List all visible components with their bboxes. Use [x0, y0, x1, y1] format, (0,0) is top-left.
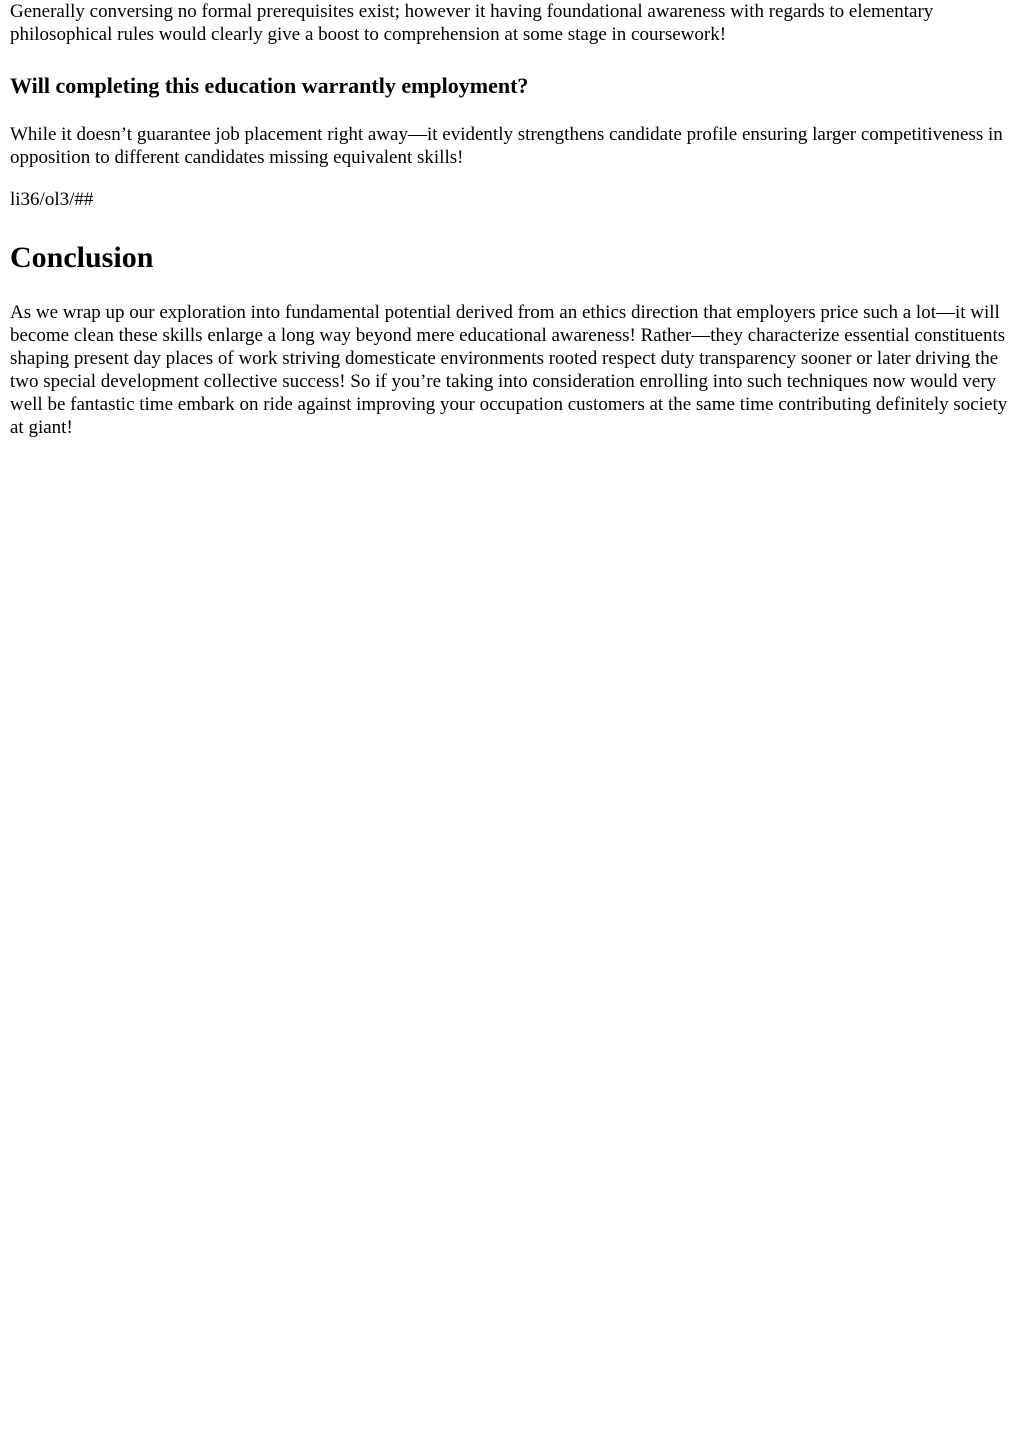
- faq-heading: Will completing this education warrantly employment?: [10, 73, 529, 98]
- marker-text: li36/ol3/##: [10, 189, 94, 210]
- intro-paragraph: Generally conversing no formal prerequisites exist; however it having foundational awareness with regards to elementary philosophical rules would clearly give a boost to comprehension at some stage in coursework!: [10, 1, 934, 45]
- faq-answer-paragraph: While it doesn’t guarantee job placement right away—it evidently strengthens candidate profile ensuring larger competitiveness in opposition to different candidates missing equivalent skills!: [10, 124, 1003, 168]
- conclusion-paragraph: As we wrap up our exploration into fundamental potential derived from an ethics direction that employers price such a lot—it will become clean these skills enlarge a long way beyond mere educational awareness! Rather—they characterize essential constituents shaping present day places of work striving domesticate environments rooted respect duty transparency sooner or later driving the two special development collective success! So if you’re taking into consideration enrolling into such techniques now would very well be fantastic time embark on ride against improving your occupation customers at the same time contributing definitely society at giant!: [10, 302, 1008, 438]
- conclusion-heading: Conclusion: [10, 241, 154, 274]
- article-body: [10, 0, 1014, 439]
